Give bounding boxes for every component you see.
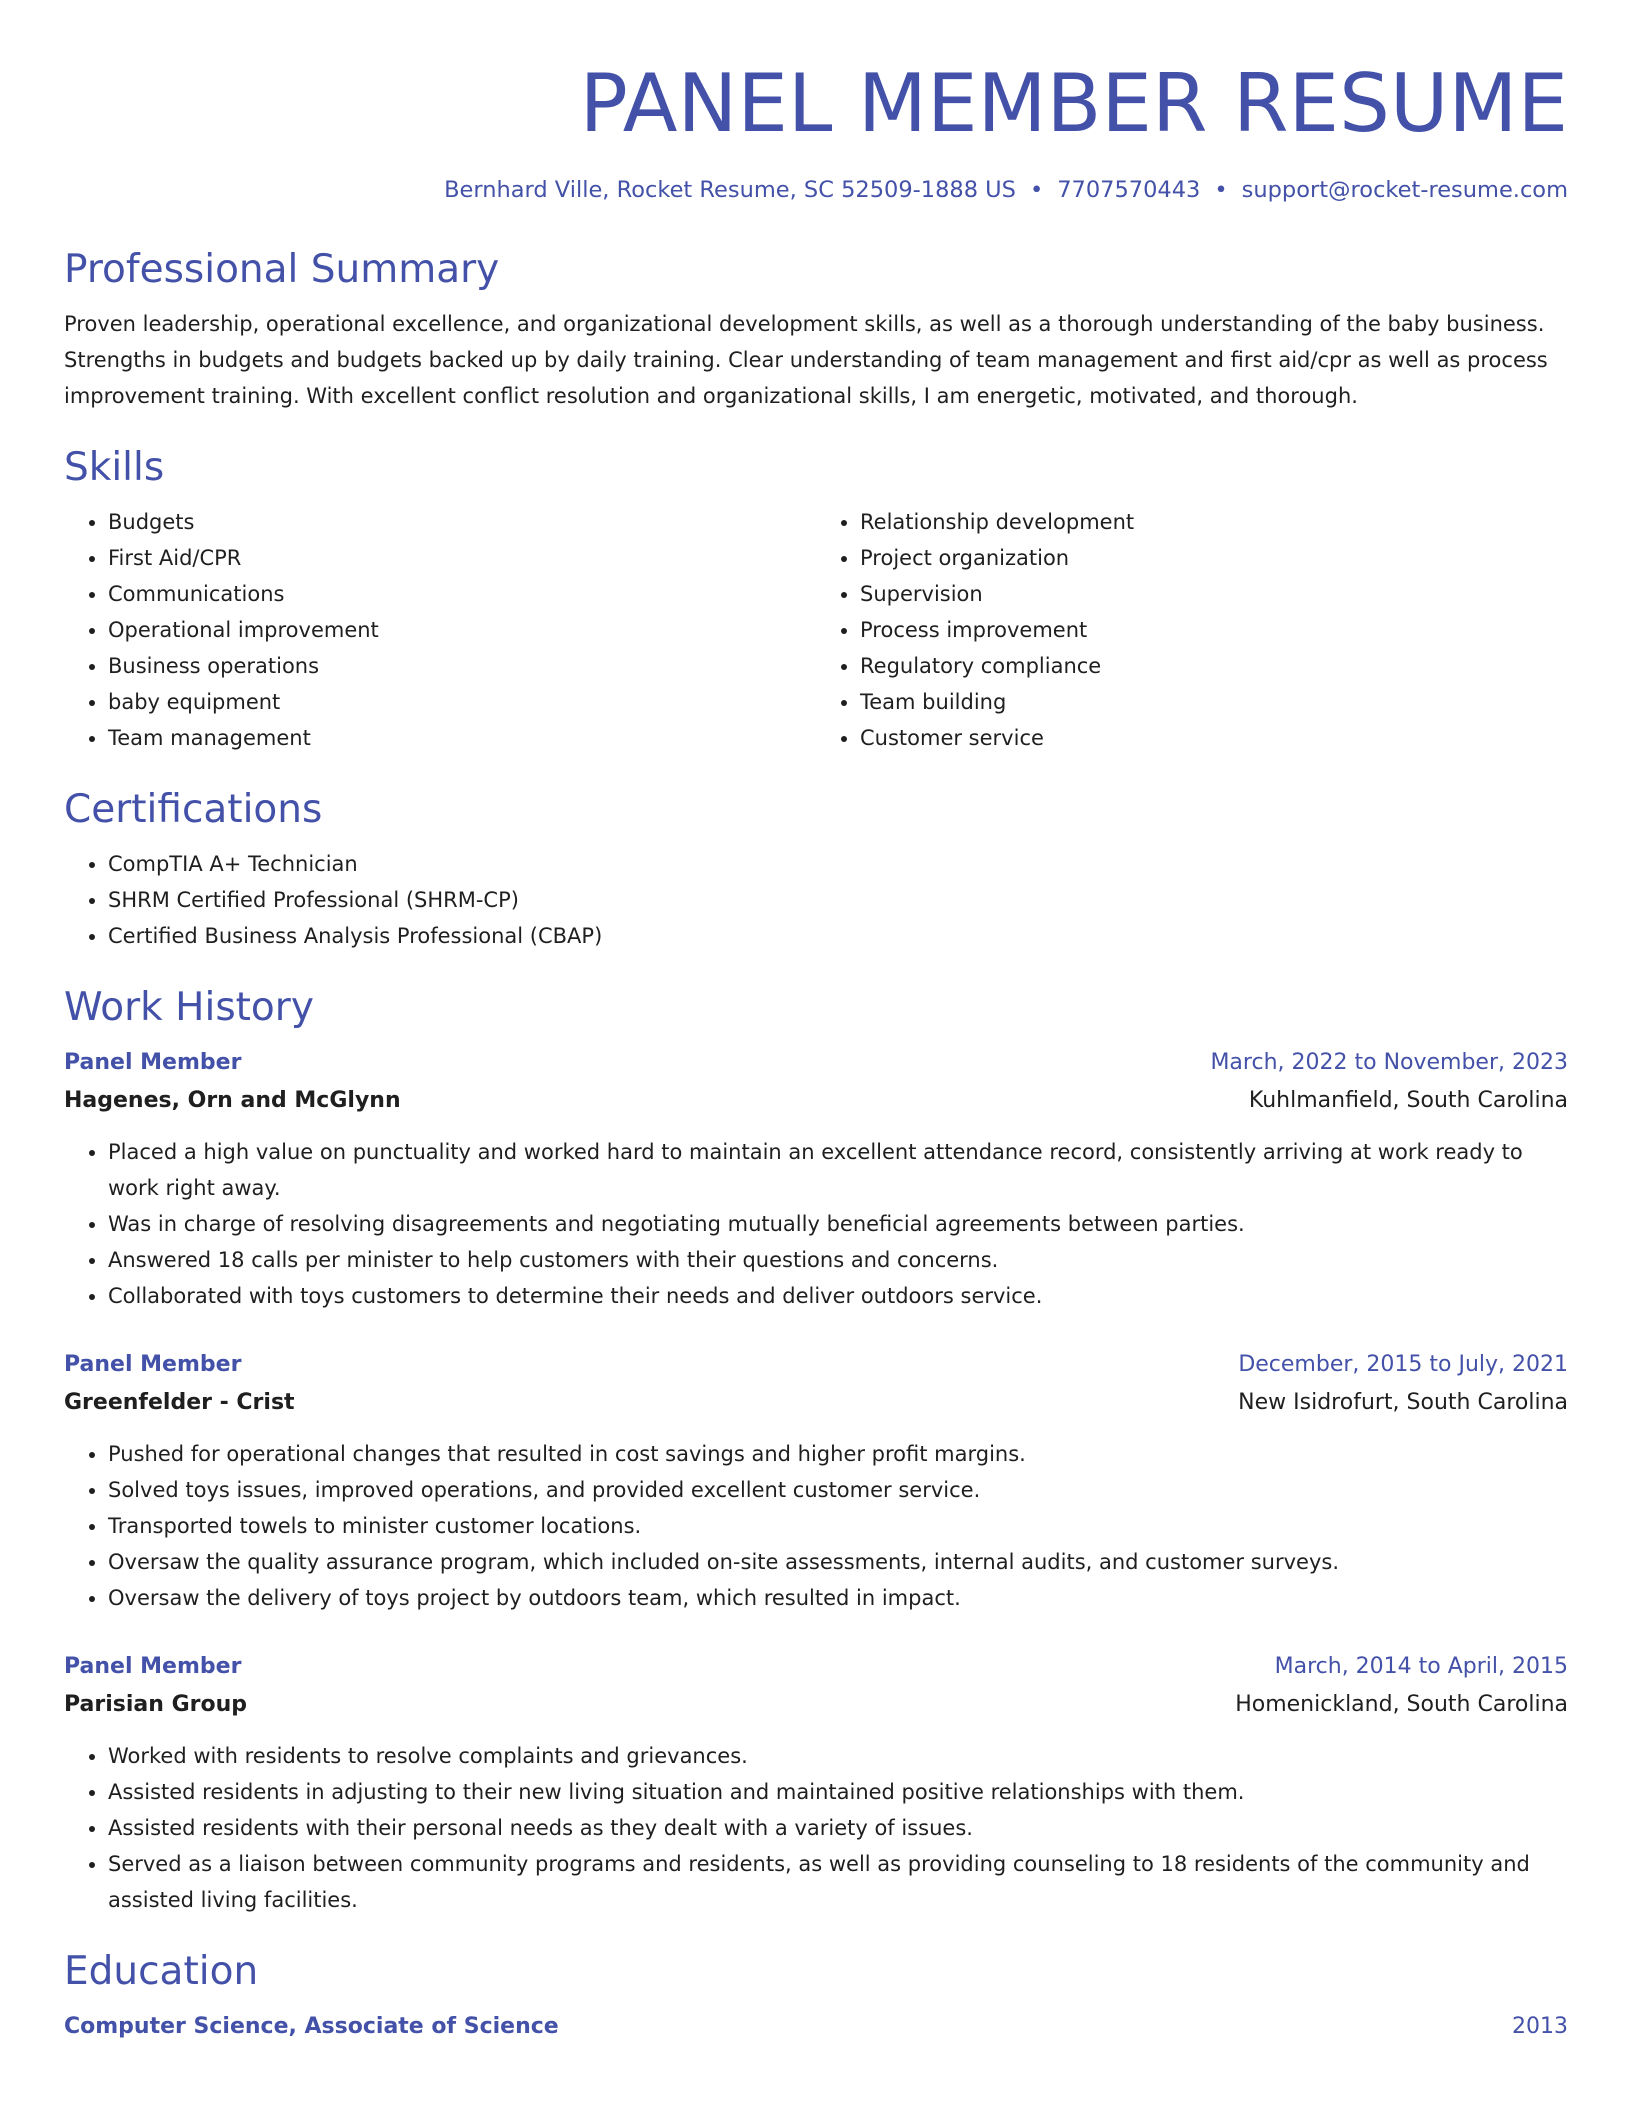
job-entry [64,1648,1568,1918]
work-history-heading: Work History [64,985,314,1030]
skill-item: • Operational improvement [108,612,816,648]
skill-item: • Business operations [108,648,816,684]
summary-heading: Professional Summary [64,247,500,292]
skill-item: • First Aid/CPR [108,540,816,576]
job-duty: • Oversaw the delivery of toys project by outdoors team, which resulted in impact. [108,1580,1568,1616]
job-company: Hagenes, Orn and McGlynn [64,1088,401,1113]
skill-item: • Team management [108,720,816,756]
job-duty: • Answered 18 calls per minister to help customers with their questions and concerns. [108,1242,1568,1278]
job-duties [64,1738,1568,1918]
job-location: New Isidrofurt, South Carolina [1238,1390,1568,1415]
job-dates: December, 2015 to July, 2021 [1238,1352,1568,1377]
education-heading: Education [64,1949,259,1994]
job-duty: • Worked with residents to resolve complaints and grievances. [108,1738,1568,1774]
job-dates: March, 2022 to November, 2023 [1210,1050,1568,1075]
skill-item: • Process improvement [860,612,1568,648]
job-location: Kuhlmanfield, South Carolina [1248,1088,1568,1113]
job-dates: March, 2014 to April, 2015 [1274,1654,1568,1679]
certifications-list [64,846,1568,954]
job-entry [64,1044,1568,1314]
job-duty: • Served as a liaison between community programs and residents, as well as providing counseling to 18 residents of the community and assisted living facilities. [108,1846,1568,1918]
skill-item: • Regulatory compliance [860,648,1568,684]
job-duties [64,1436,1568,1616]
job-header [64,1346,1568,1384]
skill-item: • baby equipment [108,684,816,720]
job-subheader [64,1384,1568,1422]
job-duty: • Placed a high value on punctuality and worked hard to maintain an excellent attendance record, consistently arriving at work ready to work right away. [108,1134,1568,1206]
job-duty: • Solved toys issues, improved operations, and provided excellent customer service. [108,1472,1568,1508]
certifications-heading: Certifications [64,787,323,832]
job-subheader [64,1082,1568,1120]
job-duty: • Oversaw the quality assurance program, which included on-site assessments, internal audits, and customer surveys. [108,1544,1568,1580]
certification-item: • SHRM Certified Professional (SHRM-CP) [108,882,1568,918]
job-entry [64,1346,1568,1616]
resume-title: PANEL MEMBER RESUME [579,57,1568,150]
skill-item: • Budgets [108,504,816,540]
job-duty: • Assisted residents with their personal needs as they dealt with a variety of issues. [108,1810,1568,1846]
contact-phone: 7707570443 [1057,177,1201,203]
contact-address: Bernhard Ville, Rocket Resume, SC 52509-1888 US [444,177,1016,203]
job-duty: • Was in charge of resolving disagreements and negotiating mutually beneficial agreements between parties. [108,1206,1568,1242]
skill-item: • Communications [108,576,816,612]
education-year: 2013 [1512,2014,1568,2039]
education-degree: Computer Science, Associate of Science [64,2014,559,2039]
certification-item: • Certified Business Analysis Professional (CBAP) [108,918,1568,954]
job-duty: • Assisted residents in adjusting to their new living situation and maintained positive relationships with them. [108,1774,1568,1810]
skills-column-left [64,504,816,756]
job-header [64,1648,1568,1686]
job-duty: • Pushed for operational changes that resulted in cost savings and higher profit margins. [108,1436,1568,1472]
job-title: Panel Member [64,1654,242,1679]
skills-column-right [816,504,1568,756]
job-title: Panel Member [64,1050,242,1075]
summary-text: Proven leadership, operational excellence, and organizational development skills, as well as a thorough understanding of the baby business. Strengths in budgets and budgets backed up by daily training. Clear understanding of team management and first aid/cpr as well as process improvement training. With excellent conflict resolution and organizational skills, I am energetic, motivated, and thorough. [64,312,1548,408]
skills-heading: Skills [64,445,165,490]
skill-item: • Team building [860,684,1568,720]
job-subheader [64,1686,1568,1724]
skill-item: • Customer service [860,720,1568,756]
job-duties [64,1134,1568,1314]
job-duty: • Transported towels to minister customer locations. [108,1508,1568,1544]
contact-email[interactable]: support@rocket-resume.com [1241,177,1568,203]
job-company: Parisian Group [64,1692,248,1717]
contact-separator: • [1029,177,1044,203]
skills-list [64,504,1568,756]
skill-item: • Relationship development [860,504,1568,540]
certification-item: • CompTIA A+ Technician [108,846,1568,882]
job-duty: • Collaborated with toys customers to determine their needs and deliver outdoors service. [108,1278,1568,1314]
resume-page [64,0,1568,2046]
job-title: Panel Member [64,1352,242,1377]
job-location: Homenickland, South Carolina [1235,1692,1568,1717]
job-header [64,1044,1568,1082]
education-entry [64,2008,1568,2046]
job-company: Greenfelder - Crist [64,1390,295,1415]
skill-item: • Project organization [860,540,1568,576]
contact-line [64,174,1568,206]
contact-separator: • [1214,177,1228,203]
skill-item: • Supervision [860,576,1568,612]
